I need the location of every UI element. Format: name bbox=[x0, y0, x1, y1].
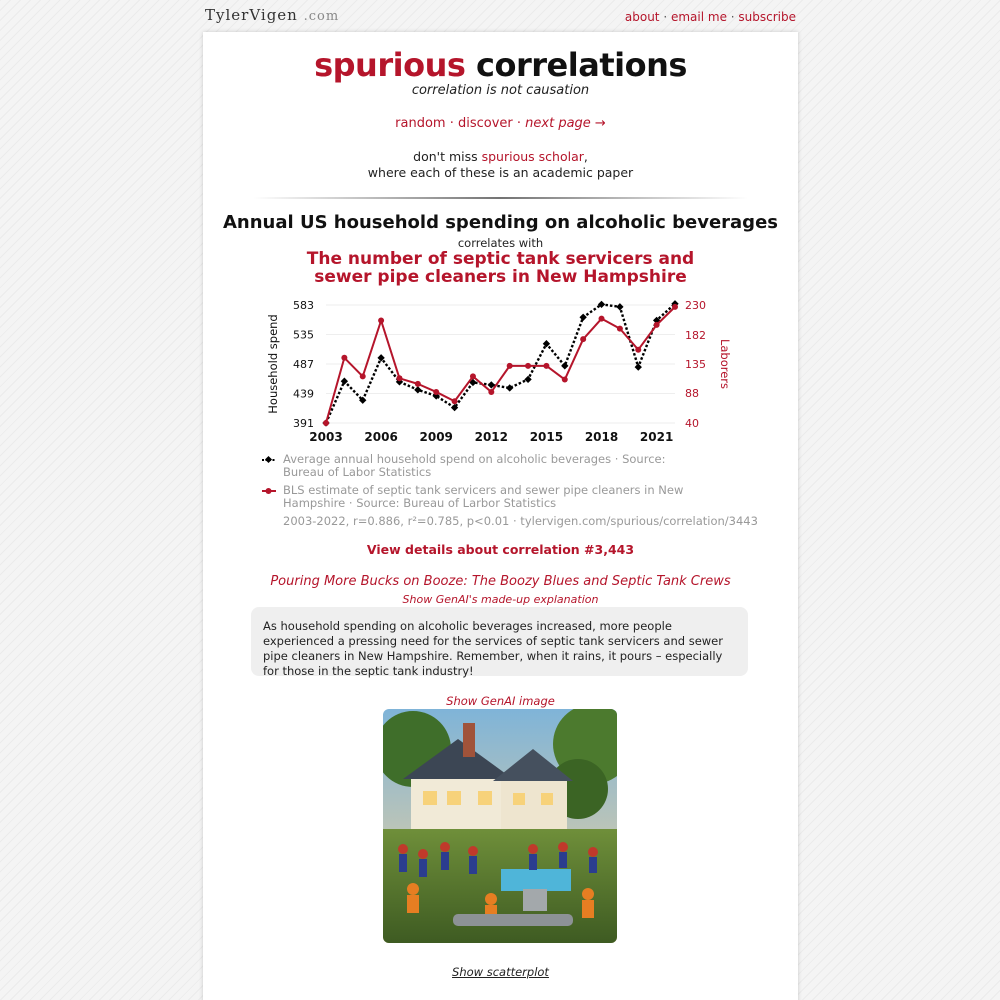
legend-key-spend bbox=[261, 455, 277, 465]
show-scatterplot-toggle[interactable]: Show scatterplot bbox=[452, 965, 549, 979]
genai-illustration bbox=[383, 709, 617, 943]
title-red: spurious bbox=[314, 46, 466, 84]
data-point-spend bbox=[341, 378, 348, 385]
data-point-laborers bbox=[378, 318, 384, 324]
x-tick-label: 2012 bbox=[474, 430, 509, 444]
y-left-tick-label: 439 bbox=[293, 387, 314, 401]
data-point-laborers bbox=[323, 420, 329, 426]
about-link[interactable]: about bbox=[624, 10, 660, 24]
data-point-laborers bbox=[470, 373, 476, 379]
chart-subtitle-line2: sewer pipe cleaners in New Hampshire bbox=[314, 267, 687, 287]
random-link[interactable]: random bbox=[395, 116, 446, 131]
y-left-tick-label: 583 bbox=[293, 299, 314, 312]
view-details-link[interactable]: View details about correlation #3,443 bbox=[366, 542, 635, 557]
series-line-laborers bbox=[326, 307, 675, 423]
data-point-laborers bbox=[433, 389, 439, 395]
logo-text: TylerVigen bbox=[205, 6, 298, 24]
y-left-tick-label: 391 bbox=[293, 417, 314, 430]
discover-link[interactable]: discover bbox=[457, 116, 513, 131]
data-point-laborers bbox=[341, 355, 347, 361]
y-left-axis-label: Household spend bbox=[266, 314, 280, 414]
data-point-spend bbox=[506, 384, 513, 391]
top-nav: about · email me · subscribe bbox=[624, 10, 796, 24]
x-tick-label: 2009 bbox=[419, 430, 453, 444]
next-page-link[interactable]: next page → bbox=[525, 116, 606, 131]
chart-connector: correlates with bbox=[457, 236, 544, 250]
promo-text bbox=[203, 149, 798, 181]
site-logo[interactable] bbox=[205, 6, 339, 24]
chart-subtitle-line1: The number of septic tank servicers and bbox=[306, 249, 695, 269]
chart-title: Annual US household spending on alcoholic beverages bbox=[223, 212, 778, 233]
page-title bbox=[203, 46, 798, 84]
chart-stats: 2003-2022, r=0.886, r²=0.785, p<0.01 · tylervigen.com/spurious/correlation/3443 bbox=[283, 514, 758, 528]
x-tick-label: 2006 bbox=[364, 430, 398, 444]
legend-label-spend: Average annual household spend on alcoholic beverages · Source: Bureau of Labor Statistics bbox=[283, 452, 666, 479]
data-point-laborers bbox=[580, 336, 586, 342]
y-right-tick-label: 135 bbox=[685, 358, 706, 371]
data-point-laborers bbox=[599, 316, 605, 322]
secondary-nav: random · discover · next page → bbox=[395, 116, 606, 131]
divider bbox=[253, 197, 748, 199]
legend-item-laborers bbox=[265, 484, 705, 510]
page-subtitle: correlation is not causation bbox=[411, 83, 590, 98]
data-point-spend bbox=[414, 386, 421, 393]
y-right-tick-label: 182 bbox=[685, 328, 706, 342]
explanation-box: As household spending on alcoholic beverages increased, more people experienced a pressing need for the services of septic tank servicers and sewer pipe cleaners in New Hampshire. Remember, when it rains, it pours – especially for those in the septic tank industry! bbox=[251, 607, 748, 676]
explanation-headline: Pouring More Bucks on Booze: The Boozy Blues and Septic Tank Crews bbox=[270, 574, 731, 589]
line-chart bbox=[203, 292, 798, 452]
data-point-laborers bbox=[396, 375, 402, 381]
y-right-axis-label: Laborers bbox=[718, 338, 732, 390]
show-explanation-toggle[interactable]: Show GenAI's made-up explanation bbox=[402, 593, 599, 606]
data-point-laborers bbox=[525, 363, 531, 369]
data-point-laborers bbox=[507, 363, 513, 369]
show-image-toggle[interactable]: Show GenAI image bbox=[446, 694, 555, 708]
data-point-laborers bbox=[452, 398, 458, 404]
x-tick-label: 2018 bbox=[584, 430, 619, 444]
y-right-tick-label: 40 bbox=[685, 417, 699, 430]
data-point-laborers bbox=[360, 373, 366, 379]
data-point-laborers bbox=[617, 326, 623, 332]
title-black: correlations bbox=[476, 46, 687, 84]
x-tick-label: 2021 bbox=[639, 430, 674, 444]
legend-key-laborers bbox=[261, 486, 277, 496]
y-left-tick-label: 535 bbox=[293, 328, 314, 342]
data-point-spend bbox=[616, 303, 623, 310]
spurious-scholar-link[interactable]: spurious scholar bbox=[481, 149, 584, 164]
legend-item-spend bbox=[265, 453, 705, 479]
promo-line2: where each of these is an academic paper bbox=[367, 165, 634, 180]
data-point-laborers bbox=[543, 363, 549, 369]
genai-image bbox=[383, 709, 617, 943]
promo-post: , bbox=[583, 149, 588, 164]
data-point-laborers bbox=[488, 389, 494, 395]
x-tick-label: 2003 bbox=[309, 430, 343, 444]
data-point-spend bbox=[561, 362, 568, 369]
y-right-tick-label: 88 bbox=[685, 387, 699, 401]
legend-label-laborers: BLS estimate of septic tank servicers and sewer pipe cleaners in New Hampshire · Source: Bureau of Larbor Statistics bbox=[283, 483, 684, 510]
content-card bbox=[203, 32, 798, 1000]
email-link[interactable]: email me bbox=[670, 10, 727, 24]
data-point-laborers bbox=[562, 377, 568, 383]
data-point-laborers bbox=[672, 304, 678, 310]
promo-pre: don't miss bbox=[413, 149, 482, 164]
logo-suffix: .com bbox=[303, 9, 340, 24]
data-point-laborers bbox=[654, 322, 660, 328]
data-point-spend bbox=[579, 314, 586, 321]
y-left-tick-label: 487 bbox=[293, 358, 314, 371]
chart-subtitle bbox=[203, 250, 798, 286]
y-right-tick-label: 230 bbox=[685, 299, 706, 312]
data-point-laborers bbox=[635, 347, 641, 353]
subscribe-link[interactable]: subscribe bbox=[738, 10, 796, 24]
data-point-laborers bbox=[415, 381, 421, 387]
top-bar bbox=[0, 0, 1000, 32]
x-tick-label: 2015 bbox=[529, 430, 564, 444]
